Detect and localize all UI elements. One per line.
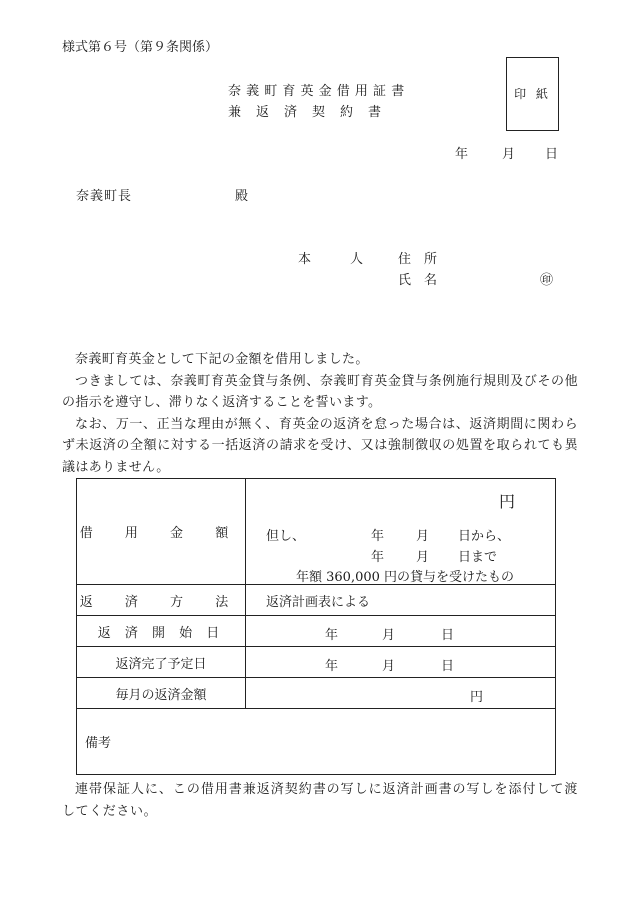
- body-paragraph-2: つきましては、奈義町育英金貸与条例、奈義町育英金貸与条例施行規則及びその他の指示を遵守し、滞りなく返済することを誓います。: [62, 373, 578, 410]
- repayment-end-value-cell: [246, 647, 556, 678]
- name-label: 氏 名: [398, 273, 438, 288]
- body-paragraph-3: なお、万一、正当な理由が無く、育英金の返済を怠った場合は、返済期間に関わらず未返済の全額に対する一括返済の請求を受け、又は強制徴収の処置を取られても異議はありません。: [62, 416, 578, 475]
- loan-from-year: 年: [371, 529, 385, 544]
- monthly-repayment-row: [77, 678, 556, 709]
- body-text: [62, 349, 578, 478]
- date-day: 日: [545, 147, 559, 162]
- end-month: 月: [382, 659, 396, 674]
- seal-mark: ㊞: [540, 273, 554, 288]
- repayment-method-label: 返 済 方 法: [79, 594, 243, 610]
- date-month: 月: [502, 147, 516, 162]
- repayment-start-label-cell: [77, 616, 246, 647]
- loan-amount-label-cell: [77, 479, 246, 585]
- applicant-self-label: 本 人: [298, 252, 364, 267]
- remarks-row: [77, 709, 556, 775]
- monthly-repayment-value-cell: [246, 678, 556, 709]
- addressee-name: 奈義町長: [76, 189, 133, 204]
- repayment-end-label-cell: [77, 647, 246, 678]
- loan-amount-label: 借 用 金 額: [79, 526, 243, 541]
- stamp-label: 印 紙: [514, 87, 551, 101]
- repayment-start-label: 返 済 開 始 日: [97, 625, 225, 641]
- form-number: 様式第６号（第９条関係）: [62, 40, 219, 55]
- loan-annual-amount: 年額 360,000 円の貸与を受けたもの: [296, 570, 515, 585]
- revenue-stamp-box: [506, 57, 559, 131]
- monthly-yen: 円: [470, 690, 484, 705]
- date-year: 年: [455, 147, 469, 162]
- loan-from-day: 日から、: [458, 529, 511, 544]
- repayment-end-row: [77, 647, 556, 678]
- remarks-cell: [77, 709, 556, 775]
- remarks-label: 備考: [85, 736, 112, 751]
- monthly-repayment-label-cell: [77, 678, 246, 709]
- start-month: 月: [382, 628, 396, 643]
- document-subtitle: 兼 返 済 契 約 書: [228, 105, 383, 120]
- repayment-end-label: 返済完了予定日: [115, 656, 207, 672]
- repayment-method-value: 返済計画表による: [246, 585, 556, 616]
- end-day: 日: [441, 659, 455, 674]
- loan-amount-value-cell: [246, 479, 556, 585]
- addressee-honorific: 殿: [235, 189, 249, 204]
- loan-from-month: 月: [416, 529, 430, 544]
- repayment-method-label-cell: [77, 585, 246, 616]
- start-year: 年: [325, 628, 339, 643]
- loan-amount-yen: 円: [499, 492, 516, 511]
- footer-note: 連帯保証人に、この借用書兼返済契約書の写しに返済計画書の写しを添付して渡してください。: [62, 782, 578, 819]
- repayment-start-value-cell: [246, 616, 556, 647]
- end-year: 年: [325, 659, 339, 674]
- loan-details-table: [76, 478, 556, 775]
- monthly-repayment-label: 毎月の返済金額: [115, 687, 207, 703]
- loan-until-month: 月: [416, 550, 430, 565]
- document-title: 奈 義 町 育 英 金 借 用 証 書: [228, 84, 405, 99]
- start-day: 日: [441, 628, 455, 643]
- footer-note-block: [62, 779, 578, 822]
- body-paragraph-1: 奈義町育英金として下記の金額を借用しました。: [75, 352, 369, 367]
- loan-amount-row: [77, 479, 556, 585]
- repayment-start-row: [77, 616, 556, 647]
- loan-until-day: 日まで: [458, 550, 498, 565]
- loan-until-year: 年: [371, 550, 385, 565]
- address-label: 住 所: [398, 252, 438, 267]
- repayment-method-row: [77, 585, 556, 616]
- loan-proviso: 但し、: [266, 529, 306, 544]
